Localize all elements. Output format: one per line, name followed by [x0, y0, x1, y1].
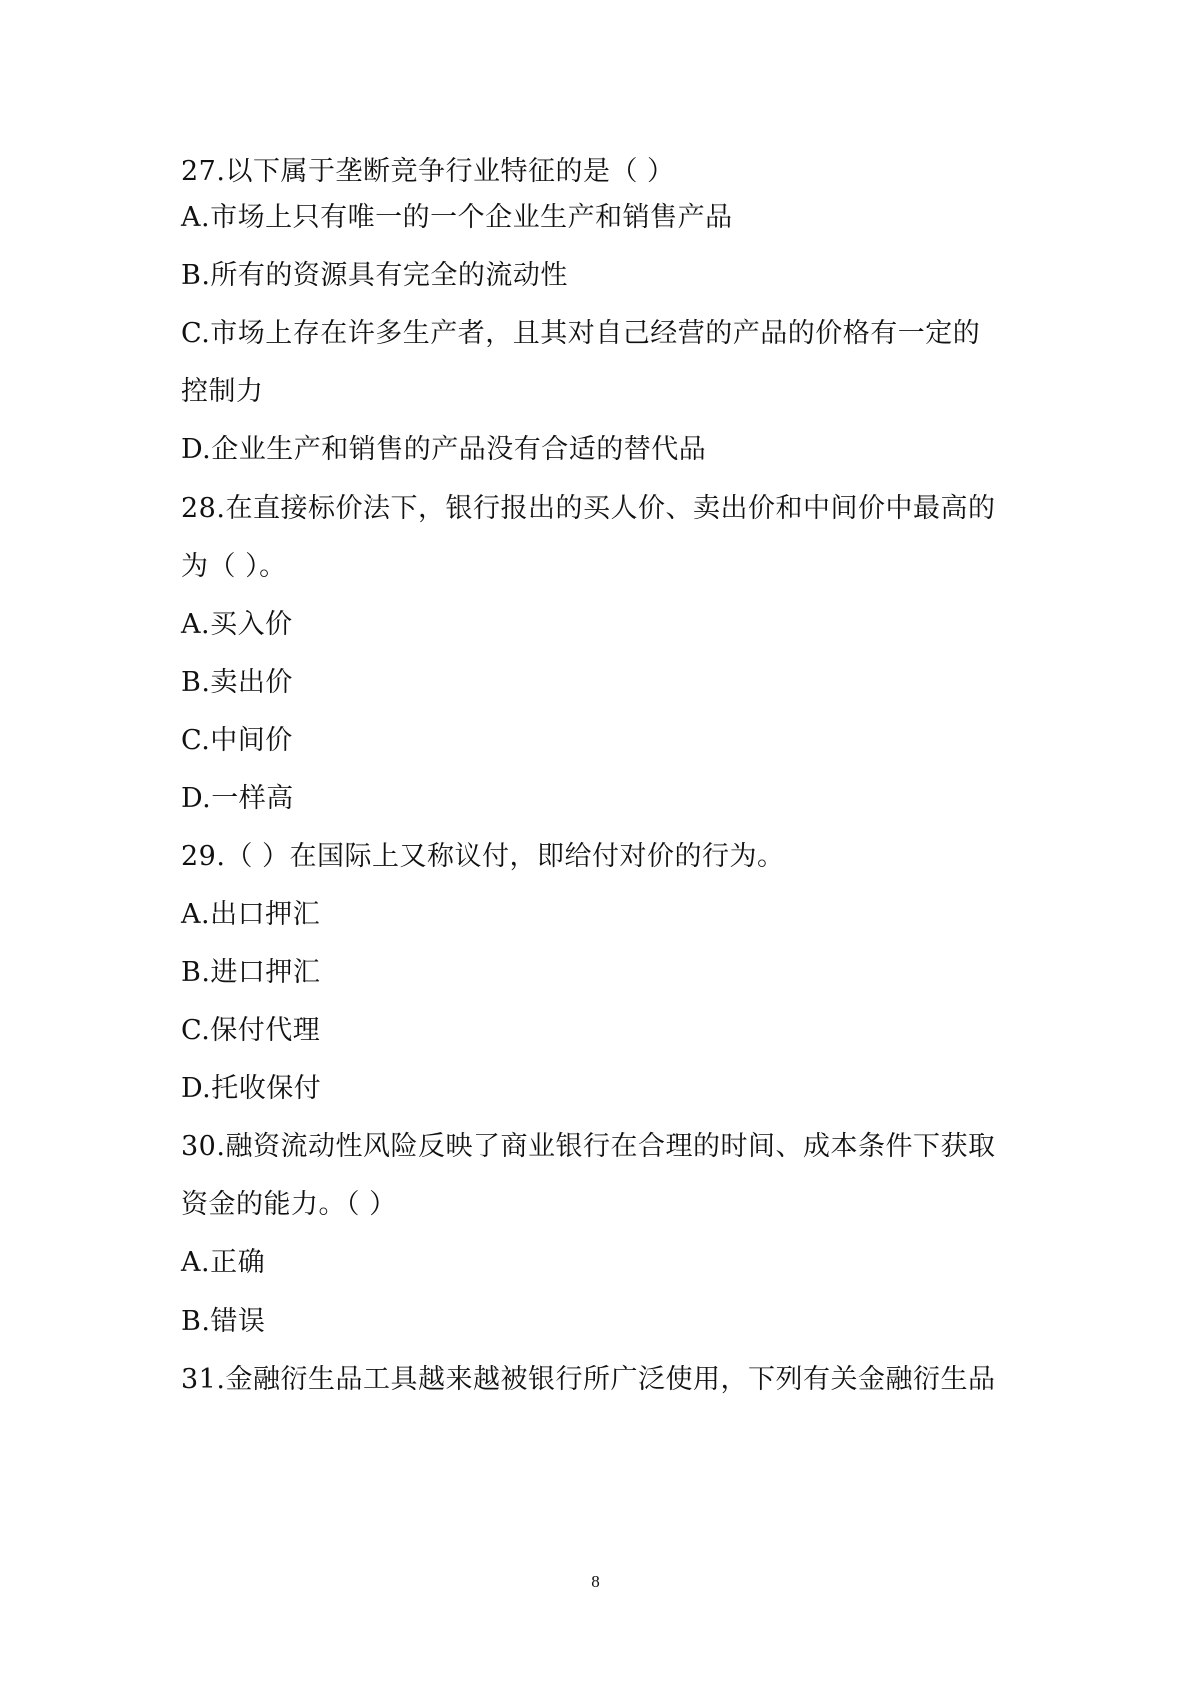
question-29-option-d: D.托收保付	[181, 1073, 322, 1104]
question-27-option-b: B.所有的资源具有完全的流动性	[181, 260, 568, 291]
question-30-option-a: A.正确	[181, 1247, 266, 1278]
question-28-option-c: C.中间价	[181, 725, 293, 756]
question-27-option-c-continued: 控制力	[181, 376, 264, 407]
question-30-stem-continued: 资金的能力。（ ）	[181, 1189, 397, 1220]
question-31-stem: 31.金融衍生品工具越来越被银行所广泛使用，下列有关金融衍生品	[181, 1364, 996, 1395]
page-number: 8	[591, 1572, 600, 1591]
question-28-option-b: B.卖出价	[181, 667, 293, 698]
question-28-stem-continued: 为（ ）。	[181, 551, 287, 582]
question-29-option-b: B.进口押汇	[181, 957, 321, 988]
question-28-option-a: A.买入价	[181, 609, 293, 640]
question-28-option-d: D.一样高	[181, 783, 294, 814]
question-30-option-b: B.错误	[181, 1306, 266, 1337]
question-27-option-d: D.企业生产和销售的产品没有合适的替代品	[181, 434, 707, 465]
question-27-option-a: A.市场上只有唯一的一个企业生产和销售产品	[181, 202, 733, 233]
question-29-option-a: A.出口押汇	[181, 899, 321, 930]
question-29-stem: 29.（ ）在国际上又称议付，即给付对价的行为。	[181, 841, 785, 872]
question-28-stem: 28.在直接标价法下，银行报出的买人价、卖出价和中间价中最高的	[181, 493, 996, 524]
question-29-option-c: C.保付代理	[181, 1015, 321, 1046]
question-27-option-c: C.市场上存在许多生产者，且其对自己经营的产品的价格有一定的	[181, 318, 981, 349]
question-30-stem: 30.融资流动性风险反映了商业银行在合理的时间、成本条件下获取	[181, 1131, 996, 1162]
question-27-stem: 27.以下属于垄断竞争行业特征的是（ ）	[181, 156, 675, 187]
